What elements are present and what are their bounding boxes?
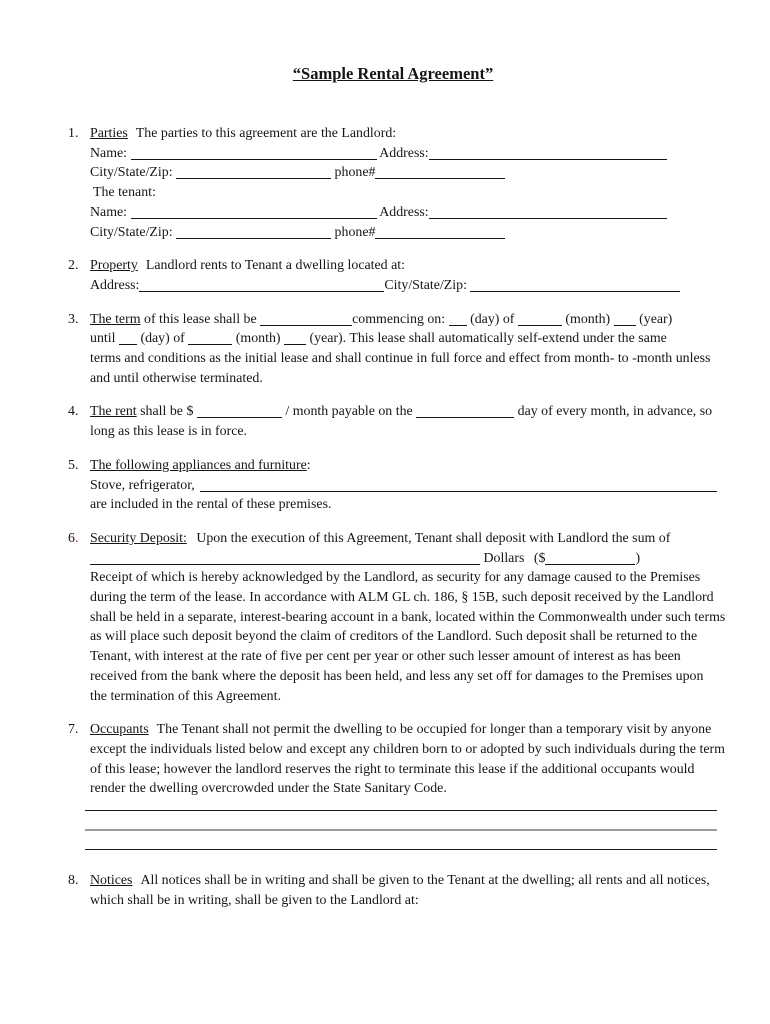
section-rent-number: 4. (68, 404, 79, 420)
rent-text-4: long as this lease is in force. (90, 424, 248, 440)
term-text-8: (month) (235, 331, 281, 347)
term-text-5: (year) (639, 311, 673, 327)
rent-due-day-blank (416, 417, 514, 418)
security-deposit-number-dot: . (74, 530, 79, 546)
section-occupants (68, 720, 725, 857)
occupants-blank-line-3 (85, 849, 717, 850)
section-occupants-number: 7. (68, 722, 79, 738)
landlord-phone-label: phone# (334, 165, 376, 181)
appliances-text-1: Stove, refrigerator, (90, 477, 195, 493)
open-paren-label: ($ (533, 550, 546, 566)
landlord-address-label: Address: (379, 145, 429, 161)
section-notices-heading: Notices (90, 873, 133, 889)
term-end-year-blank (284, 344, 306, 345)
security-deposit-paragraph-line: Receipt of which is hereby acknowledged by the Landlord, as security for any damage caused to the Premises (90, 570, 701, 586)
term-text-9: (year). This lease shall automatically self-extend under the same (309, 331, 667, 347)
occupants-paragraph-line: render the dwelling overcrowded under the State Sanitary Code. (90, 781, 447, 797)
property-address-label: Address: (90, 277, 140, 293)
security-deposit-paragraph-line: the termination of this Agreement. (90, 688, 281, 704)
section-property-heading: Property (90, 258, 138, 274)
section-property-lead: Landlord rents to Tenant a dwelling located at: (145, 258, 405, 274)
landlord-name-row (90, 144, 718, 164)
section-security-deposit-heading: Security Deposit: (90, 530, 187, 546)
security-deposit-paragraph-line: shall be held in a separate, interest-bearing account in a bank, located within the Commonwealth under such terms (90, 609, 726, 625)
property-address-blank (139, 291, 384, 292)
tenant-name-row (90, 203, 718, 223)
tenant-name-label: Name: (90, 204, 128, 220)
appliances-text-2: are included in the rental of these premises. (90, 497, 332, 513)
tenant-address-label: Address: (379, 204, 429, 220)
section-term (68, 310, 718, 389)
landlord-name-blank (131, 159, 377, 160)
landlord-citystatezip-row (90, 163, 718, 183)
security-deposit-sum-words-blank (90, 564, 480, 565)
notices-paragraph-line: which shall be in writing, shall be given to the Landlord at: (90, 892, 419, 908)
document-title (68, 64, 718, 84)
section-term-number: 3. (68, 311, 79, 327)
occupants-paragraph-line: of this lease; however the landlord reserves the right to terminate this lease if the additional occupants would (90, 761, 695, 777)
section-occupants-heading: Occupants (90, 722, 149, 738)
term-start-day-blank (449, 325, 467, 326)
occupants-blank-line-1 (85, 810, 717, 811)
tenant-name-blank (131, 218, 377, 219)
landlord-phone-blank (375, 178, 505, 179)
section-parties-number: 1. (68, 126, 79, 141)
term-text-4: (month) (565, 311, 611, 327)
section-parties-lead: The parties to this agreement are the Landlord: (135, 126, 397, 141)
security-deposit-paragraph-line: Tenant, with interest at the rate of five per cent per year or other such lesser amount of interest as has been (90, 649, 681, 665)
notices-paragraph-line: All notices shall be in writing and shall be given to the Tenant at the dwelling; all rents and all notices, (140, 873, 710, 889)
dollars-label: Dollars (483, 550, 525, 566)
close-paren-label: ) (635, 550, 641, 566)
section-notices (68, 871, 718, 910)
term-end-month-blank (188, 344, 232, 345)
property-citystatezip-blank (470, 291, 680, 292)
landlord-citystatezip-label: City/State/Zip: (90, 165, 173, 181)
section-property-number: 2. (68, 258, 79, 274)
section-property (68, 256, 718, 295)
security-deposit-paragraph-line: during the term of the lease. In accordance with ALM GL ch. 186, § 15B, such deposit received by the Landlord (90, 590, 714, 606)
rent-text-1: shall be $ (140, 404, 194, 420)
section-term-heading: The term (90, 311, 141, 327)
security-deposit-sum-figure-blank (545, 564, 635, 565)
section-rent-heading: The rent (90, 404, 137, 420)
term-text-3: (day) of (470, 311, 515, 327)
section-appliances-number: 5. (68, 457, 79, 473)
term-text-7: (day) of (140, 331, 185, 347)
term-end-day-blank (119, 344, 137, 345)
tenant-phone-label: phone# (334, 224, 376, 240)
document-title-text: “Sample Rental Agreement” (292, 64, 494, 83)
tenant-citystatezip-row (90, 223, 718, 243)
section-appliances (68, 456, 718, 515)
section-appliances-heading: The following appliances and furniture (90, 457, 307, 473)
appliances-list-blank (200, 476, 717, 493)
term-text-6: until (90, 331, 116, 347)
occupants-paragraph-line: The Tenant shall not permit the dwelling to be occupied for longer than a temporary visit by anyone (156, 722, 712, 738)
property-address-row (90, 276, 718, 296)
section-security-deposit-number: 6. (68, 530, 79, 546)
term-text-2: commencing on: (352, 311, 446, 327)
security-deposit-amount-row (90, 549, 718, 569)
property-citystatezip-label: City/State/Zip: (384, 277, 467, 293)
landlord-address-blank (429, 159, 667, 160)
tenant-lead: The tenant: (93, 185, 156, 201)
rent-text-3: day of every month, in advance, so (517, 404, 713, 420)
rent-amount-blank (197, 417, 282, 418)
term-text-10: terms and conditions as the initial lease and shall continue in full force and effect from month- to -month unless (90, 351, 711, 367)
section-rent (68, 402, 718, 441)
tenant-phone-blank (375, 238, 505, 239)
section-security-deposit (68, 529, 726, 706)
term-text-1: of this lease shall be (144, 311, 257, 327)
security-deposit-text-1: Upon the execution of this Agreement, Tenant shall deposit with Landlord the sum of (196, 530, 671, 546)
tenant-citystatezip-label: City/State/Zip: (90, 224, 173, 240)
occupants-paragraph-line: except the individuals listed below and except any children born to or adopted by such individuals during the term (90, 741, 725, 757)
appliances-heading-colon: : (306, 457, 311, 473)
section-parties-heading: Parties (90, 126, 128, 141)
landlord-citystatezip-blank (176, 178, 331, 179)
term-text-11: and until otherwise terminated. (90, 370, 263, 386)
term-length-blank (260, 325, 352, 326)
section-parties (68, 124, 718, 242)
appliances-list-row (90, 476, 718, 496)
tenant-citystatezip-blank (176, 238, 331, 239)
security-deposit-paragraph-line: as will place such deposit beyond the claim of creditors of the Landlord. Such deposit shall be returned to the (90, 629, 698, 645)
security-deposit-paragraph-line: received from the bank where the deposit has been held, and less any set off for damages to the Premises upon (90, 668, 704, 684)
occupants-blank-line-2 (85, 829, 717, 831)
section-notices-number: 8. (68, 873, 79, 889)
landlord-name-label: Name: (90, 145, 128, 161)
tenant-address-blank (429, 218, 667, 219)
term-start-year-blank (614, 325, 636, 326)
rent-text-2: / month payable on the (285, 404, 413, 420)
term-start-month-blank (518, 325, 562, 326)
